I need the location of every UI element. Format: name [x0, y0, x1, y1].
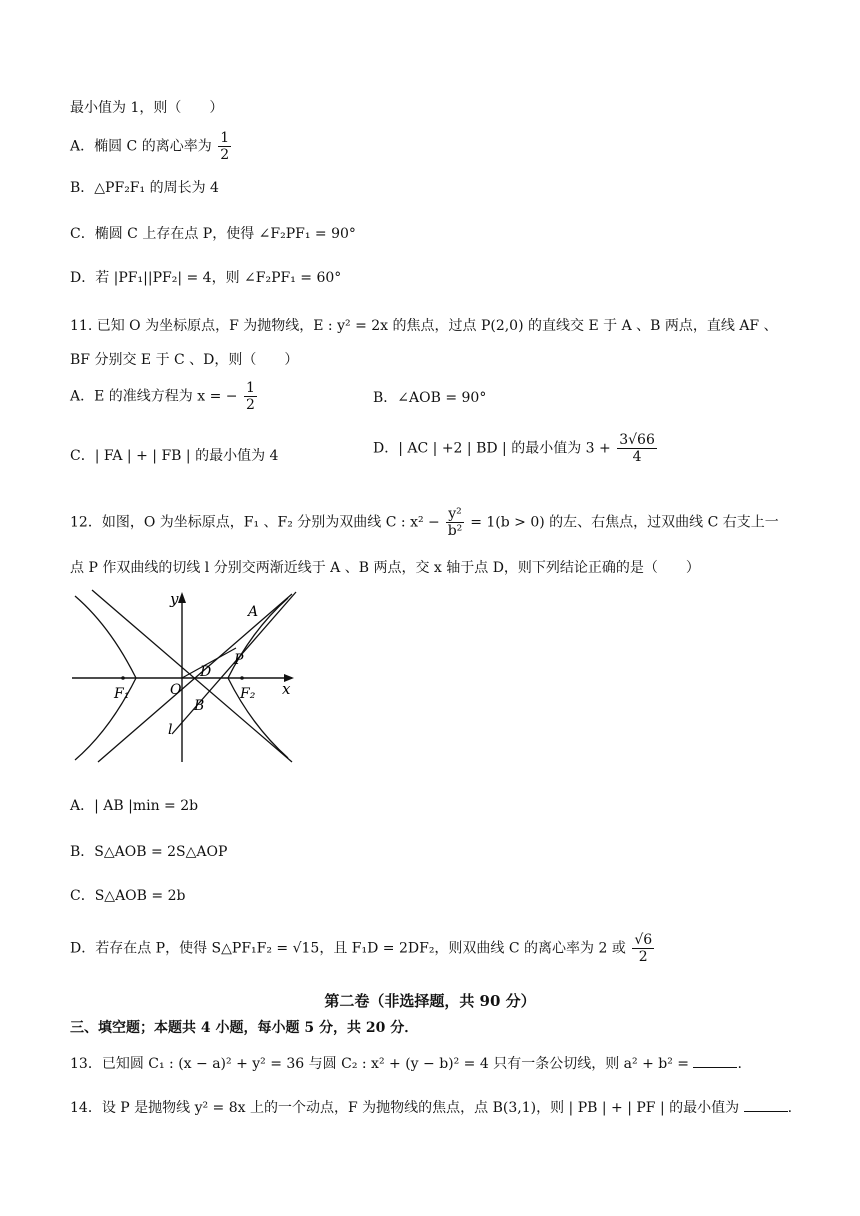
- q14: [70, 1098, 792, 1118]
- point-a-label: A: [248, 604, 259, 620]
- q11-option-d: [373, 432, 659, 465]
- q12-option-d-text: D．若存在点 P，使得 S△PF₁F₂ = √15，且 F₁D = 2DF₂，则双曲线 C 的离心率为 2 或: [70, 940, 626, 957]
- q12-stem-line1: [70, 506, 779, 539]
- q12-stem-line2: 点 P 作双曲线的切线 l 分别交两渐近线于 A 、B 两点，交 x 轴于点 D，则下列结论正确的是（ ）: [70, 560, 700, 576]
- focus-f1-label: F₁: [114, 686, 130, 702]
- line-l-label: l: [168, 722, 173, 738]
- q12-stem-num: y²: [448, 506, 462, 522]
- q10-option-a-den: 2: [220, 147, 230, 163]
- q10-option-a: [70, 130, 233, 163]
- q14-end: .: [787, 1100, 793, 1116]
- q12-option-b: B．S△AOB = 2S△AOP: [70, 844, 228, 860]
- q11-stem-line1: 11. 已知 O 为坐标原点，F 为抛物线，E : y² = 2x 的焦点，过点 P(2,0) 的直线交 E 于 A 、B 两点，直线 AF 、: [70, 318, 778, 334]
- q10-option-a-num: 1: [220, 130, 230, 146]
- part3-heading: 三、填空题；本题共 4 小题，每小题 5 分，共 20 分．: [70, 1020, 419, 1036]
- q11-option-c: C．| FA | + | FB | 的最小值为 4: [70, 448, 279, 464]
- q11-option-a: [70, 380, 259, 413]
- q11-option-a-text: A．E 的准线方程为 x = −: [70, 388, 238, 405]
- q11-option-d-fraction: [617, 432, 657, 465]
- q12-stem-pre: 12．如图，O 为坐标原点，F₁ 、F₂ 分别为双曲线 C : x² −: [70, 514, 440, 531]
- asymptote-1: [92, 590, 292, 762]
- q13: [70, 1054, 742, 1074]
- q12-stem-den: b²: [447, 523, 463, 539]
- focus-f1-point: [121, 676, 125, 680]
- x-axis-label: x: [282, 680, 291, 698]
- q11-option-a-fraction: [244, 380, 257, 413]
- q11-option-d-num: 3√66: [619, 432, 655, 448]
- q12-stem-fraction: [446, 506, 464, 539]
- origin-o-label: O: [170, 682, 182, 698]
- q12-option-a: A．| AB |min = 2b: [70, 798, 199, 814]
- q13-text: 13．已知圆 C₁ : (x − a)² + y² = 36 与圆 C₂ : x² + (y − b)² = 4 只有一条公切线，则 a² + b² =: [70, 1056, 690, 1072]
- q12-option-d-num: √6: [634, 932, 653, 948]
- q10-stem-tail: 最小值为 1，则（ ）: [70, 100, 224, 116]
- q14-text: 14．设 P 是抛物线 y² = 8x 上的一个动点，F 为抛物线的焦点，点 B(3,1)，则 | PB | + | PF | 的最小值为: [70, 1100, 740, 1116]
- focus-f2-point: [240, 676, 244, 680]
- point-b-label: B: [194, 698, 205, 714]
- point-p-label: P: [234, 652, 244, 668]
- q10-option-c: C．椭圆 C 上存在点 P，使得 ∠F₂PF₁ = 90°: [70, 226, 356, 242]
- q12-option-d: [70, 932, 656, 965]
- q10-option-a-fraction: [218, 130, 231, 163]
- q12-stem-post: = 1(b > 0) 的左、右焦点，过双曲线 C 右支上一: [470, 514, 779, 531]
- q11-option-d-den: 4: [632, 449, 642, 465]
- q10-option-a-text: A．椭圆 C 的离心率为: [70, 138, 212, 155]
- y-axis-arrow: [178, 592, 186, 603]
- section-title: 第二卷（非选择题，共 90 分）: [324, 992, 536, 1010]
- q12-option-d-den: 2: [638, 949, 648, 965]
- q13-answer-blank[interactable]: [693, 1067, 737, 1068]
- y-axis-label: y: [170, 590, 179, 608]
- focus-f2-label: F₂: [240, 686, 256, 702]
- q13-end: .: [737, 1056, 742, 1072]
- q11-stem-line2: BF 分别交 E 于 C 、D，则（ ）: [70, 352, 299, 368]
- q12-option-c: C．S△AOB = 2b: [70, 888, 186, 904]
- q11-option-b: B．∠AOB = 90°: [373, 390, 487, 406]
- hyperbola-figure: [70, 586, 300, 766]
- q11-option-a-num: 1: [245, 380, 255, 396]
- q11-option-d-text: D．| AC | +2 | BD | 的最小值为 3 +: [373, 440, 611, 457]
- q14-answer-blank[interactable]: [744, 1111, 788, 1112]
- q11-option-a-den: 2: [245, 397, 255, 413]
- q12-option-d-fraction: [632, 932, 654, 965]
- point-d-label: D: [200, 664, 212, 680]
- q10-option-b: B．△PF₂F₁ 的周长为 4: [70, 180, 219, 196]
- q10-option-d: D．若 |PF₁||PF₂| = 4，则 ∠F₂PF₁ = 60°: [70, 270, 342, 286]
